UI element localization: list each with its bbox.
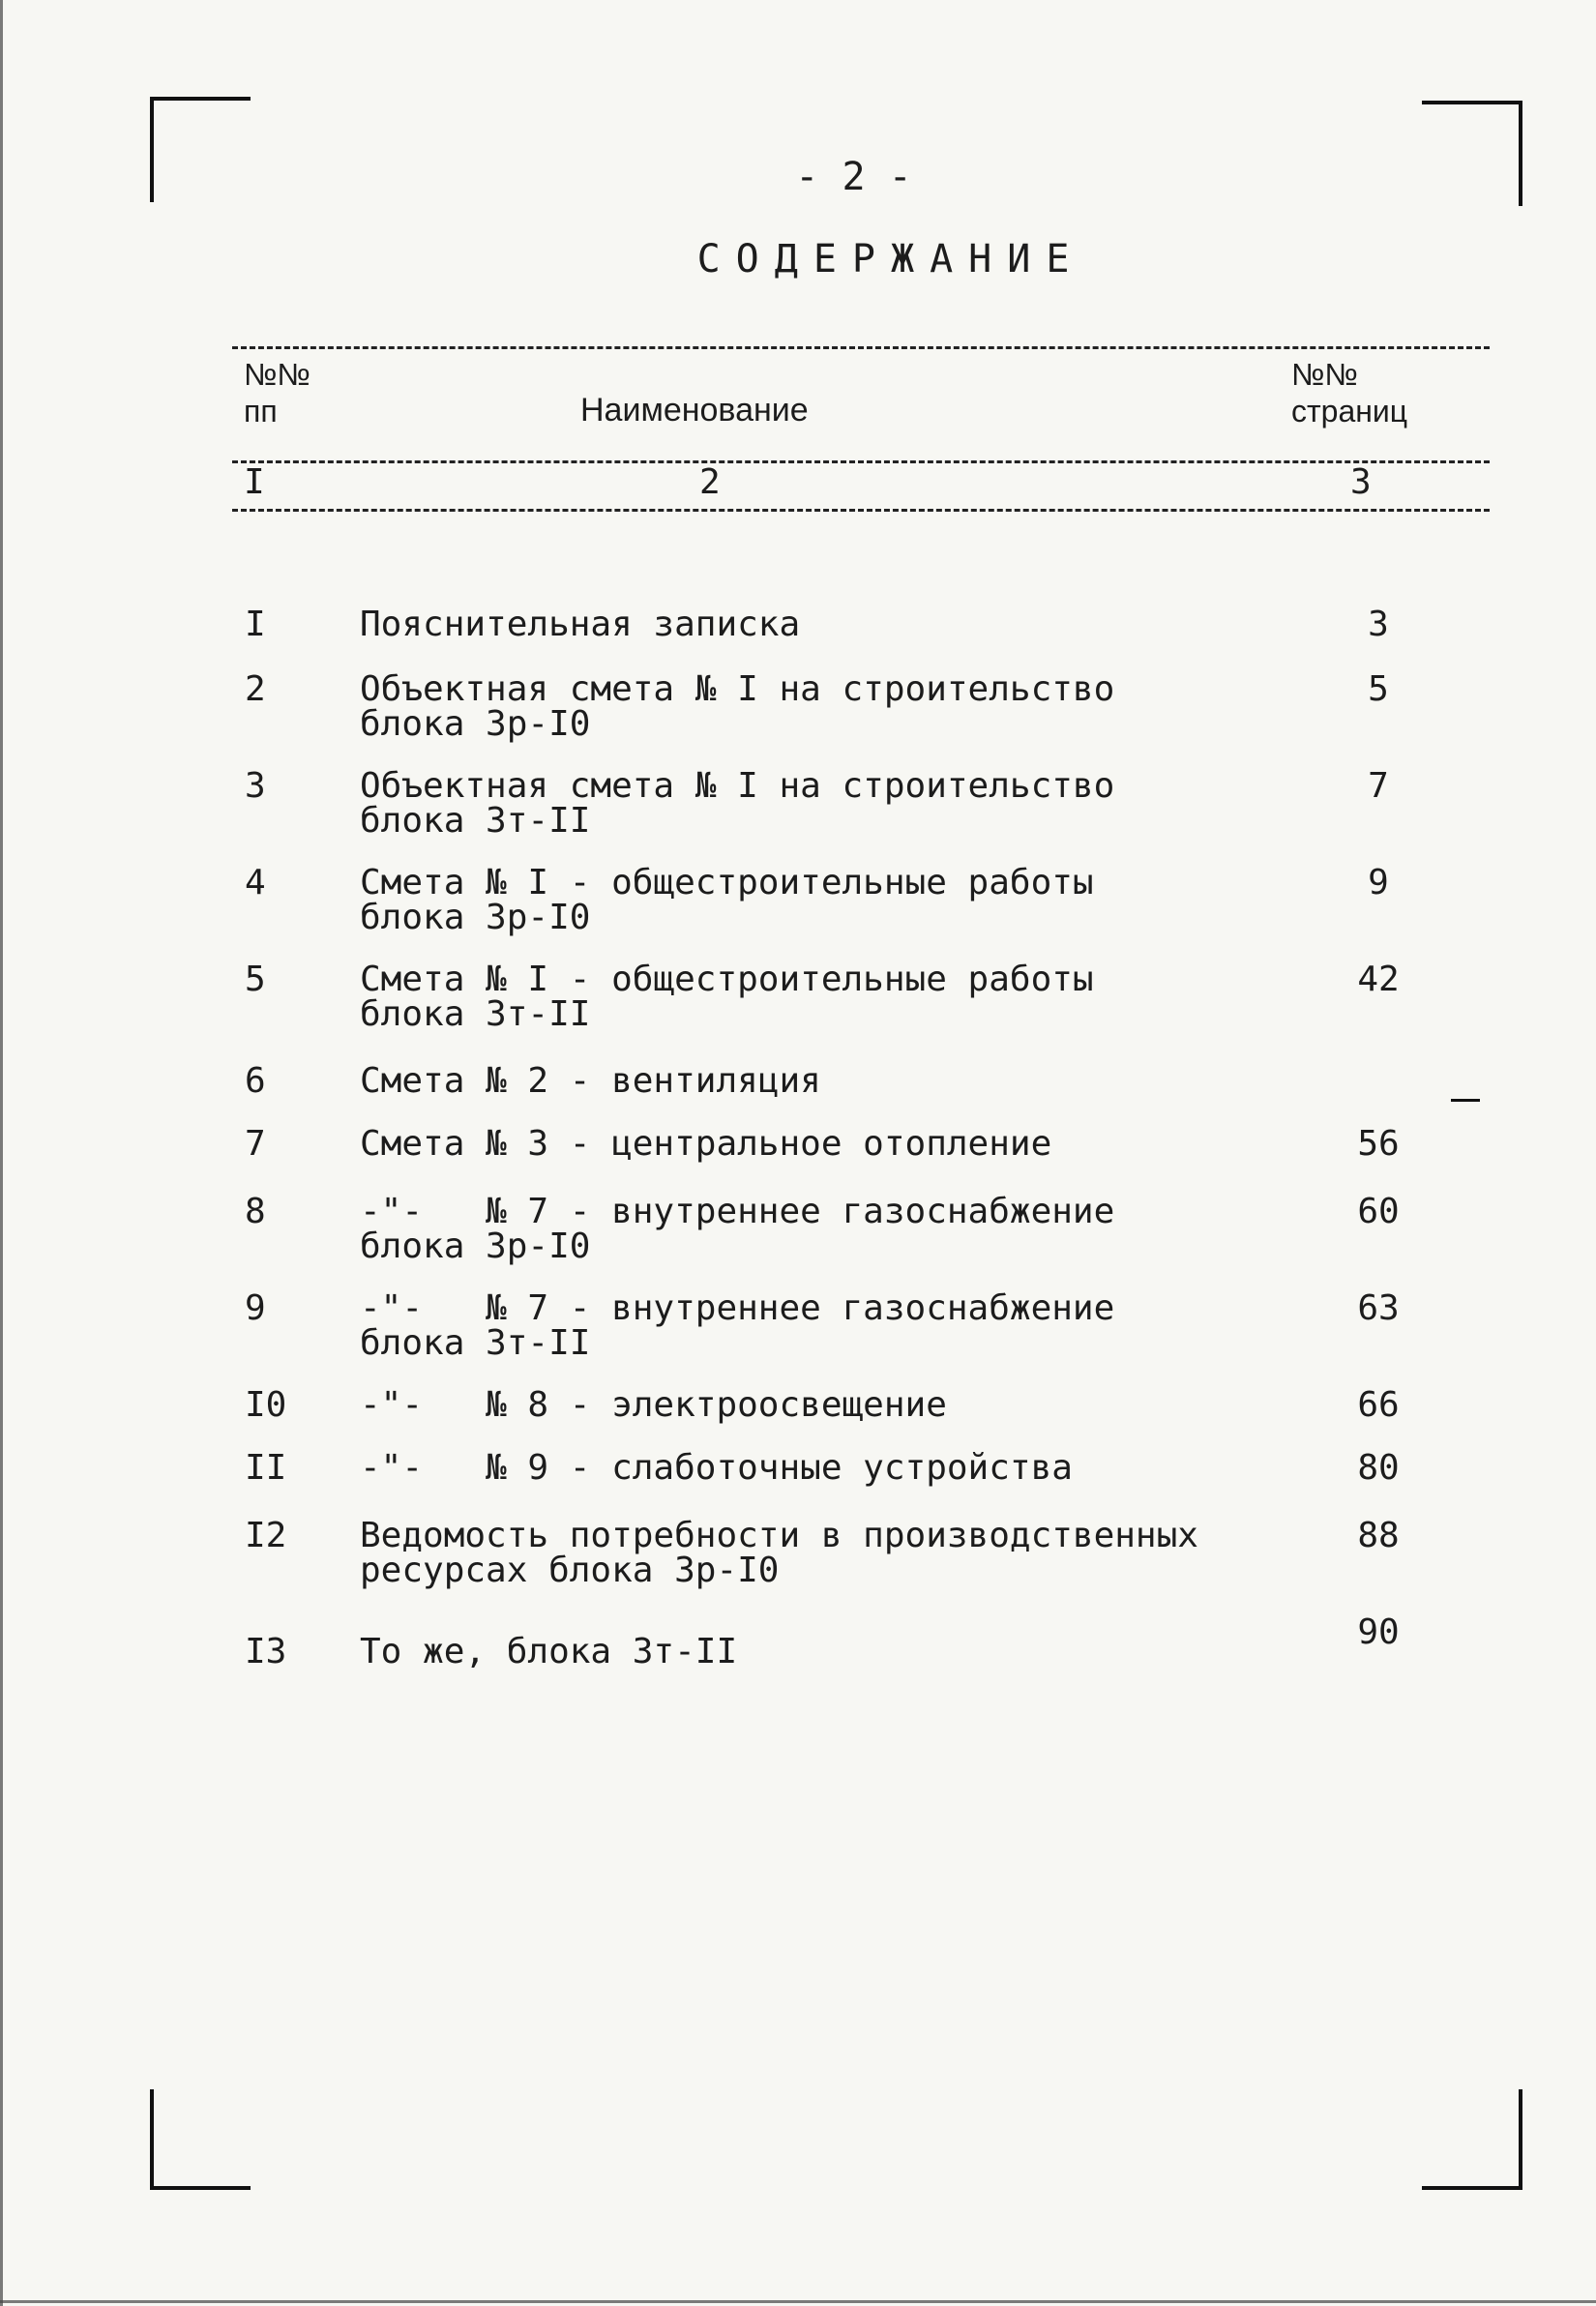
- corner-mark-bottom-left: [150, 2089, 251, 2190]
- row-page: 42: [1357, 960, 1400, 999]
- row-number: 2: [245, 669, 266, 709]
- row-number: II: [245, 1448, 287, 1488]
- scan-bottom-edge: [0, 2300, 1596, 2303]
- header-number: №№ пп: [244, 357, 310, 429]
- row-number: I3: [245, 1632, 287, 1671]
- row-page: 3: [1368, 605, 1389, 644]
- document-title: СОДЕРЖАНИЕ: [696, 237, 1085, 281]
- row-title: -"- № 8 - электроосвещение: [360, 1385, 947, 1425]
- row-page: 9: [1368, 863, 1389, 902]
- row-page: 88: [1357, 1516, 1400, 1555]
- header-pages: №№ страниц: [1291, 357, 1408, 429]
- row-title: -"- № 9 - слаботочные устройства: [360, 1448, 1073, 1488]
- row-title: -"- № 7 - внутреннее газоснабжение блока 3т-II: [360, 1288, 1115, 1363]
- row-page: 66: [1357, 1385, 1400, 1425]
- row-number: 3: [245, 766, 266, 806]
- row-title: Объектная смета № I на строительство блока 3т-II: [360, 766, 1115, 841]
- row-number: I0: [245, 1385, 287, 1425]
- row-page: 60: [1357, 1192, 1400, 1231]
- row-number: 4: [245, 863, 266, 902]
- row-page: 90: [1357, 1612, 1400, 1652]
- row-title: -"- № 7 - внутреннее газоснабжение блока 3р-I0: [360, 1192, 1115, 1266]
- row-title: Ведомость потребности в производственных ресурсах блока 3р-I0: [360, 1516, 1198, 1590]
- row-page: 5: [1368, 669, 1389, 709]
- column-number-3: 3: [1350, 462, 1372, 502]
- row-number: 5: [245, 960, 266, 999]
- column-number-rule: [232, 509, 1490, 512]
- corner-mark-bottom-right: [1422, 2089, 1522, 2190]
- row-number: I: [245, 605, 266, 644]
- row-title: Смета № I - общестроительные работы блока 3т-II: [360, 960, 1094, 1034]
- column-number-2: 2: [699, 462, 721, 502]
- row-number: 6: [245, 1061, 266, 1101]
- row-title: Объектная смета № I на строительство блока 3р-I0: [360, 669, 1115, 744]
- row-number: 9: [245, 1288, 266, 1328]
- row-number: 8: [245, 1192, 266, 1231]
- header-rule: [232, 460, 1490, 463]
- row-page: 80: [1357, 1448, 1400, 1488]
- page-number: - 2 -: [795, 155, 912, 199]
- row-title: Смета № I - общестроительные работы блока 3р-I0: [360, 863, 1094, 937]
- margin-dash: [1451, 1099, 1480, 1102]
- table-top-rule: [232, 346, 1490, 349]
- row-title: Смета № 2 - вентиляция: [360, 1061, 821, 1101]
- row-number: I2: [245, 1516, 287, 1555]
- row-page: 63: [1357, 1288, 1400, 1328]
- row-page: 56: [1357, 1124, 1400, 1164]
- row-title: То же, блока 3т-II: [360, 1632, 738, 1671]
- header-name: Наименование: [580, 392, 809, 429]
- scan-left-edge: [0, 0, 3, 2306]
- column-number-1: I: [244, 462, 265, 502]
- row-page: 7: [1368, 766, 1389, 806]
- row-title: Смета № 3 - центральное отопление: [360, 1124, 1052, 1164]
- row-title: Пояснительная записка: [360, 605, 801, 644]
- row-number: 7: [245, 1124, 266, 1164]
